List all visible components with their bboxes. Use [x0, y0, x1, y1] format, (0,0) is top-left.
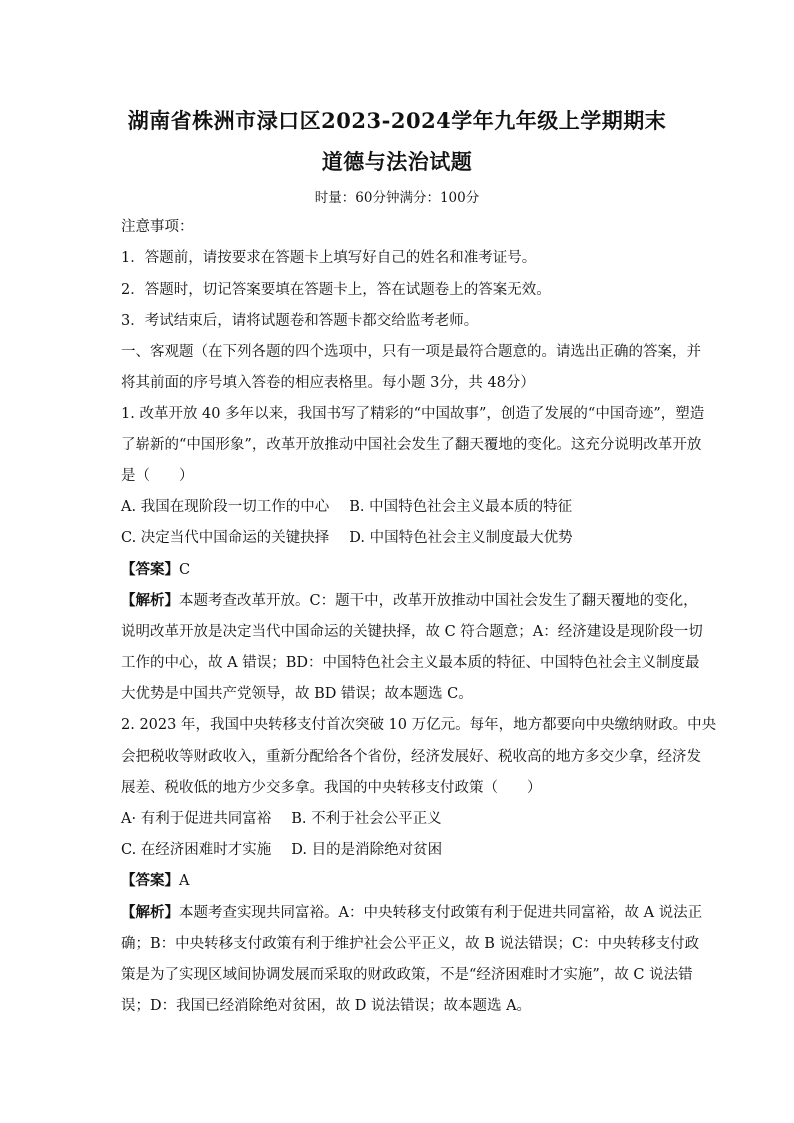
q2-answer — [121, 871, 681, 891]
q1-analysis-line: 说明改革开放是决定当代中国命运的关键抉择，故 C 符合题意；A：经济建设是现阶段一切 — [121, 624, 703, 640]
q1-stem-line: 了崭新的“中国形象”，改革开放推动中国社会发生了翻天覆地的变化。这充分说明改革开放 — [121, 437, 702, 453]
q1-option-b: B. 中国特色社会主义最本质的特征 — [349, 499, 573, 515]
page-subtitle: 道德与法治试题 — [321, 149, 473, 174]
analysis-label: 【解析】 — [121, 904, 179, 921]
q2-analysis-line: 误；D：我国已经消除绝对贫困，故 D 说法错误；故本题选 A。 — [121, 998, 532, 1014]
answer-value: C — [179, 562, 191, 578]
time-info: 时量：60分钟满分：100分 — [314, 190, 480, 206]
q2-options-row — [121, 840, 681, 860]
q1-analysis-line — [121, 591, 698, 611]
q1-analysis-line: 大优势是中国共产党领导，故 BD 错误；故本题选 C。 — [121, 686, 473, 702]
answer-label: 【答案】 — [121, 561, 179, 578]
section-heading-cont: 将其前面的序号填入答卷的相应表格里。每小题 3分，共 48分） — [121, 375, 535, 391]
q2-stem-line: 2. 2023 年，我国中央转移支付首次突破 10 万亿元。每年，地方都要向中央缴纳财政。中央 — [121, 717, 717, 733]
q2-stem-line: 展差、税收低的地方少交多拿。我国的中央转移支付政策（ ） — [121, 780, 542, 796]
q1-stem-line: 1. 改革开放 40 多年以来，我国书写了精彩的“中国故事”，创造了发展的“中国奇迹”，塑造 — [121, 406, 705, 422]
q2-stem-line: 会把税收等财政收入，重新分配给各个省份，经济发展好、税收高的地方多交少拿，经济发 — [121, 749, 701, 765]
notes-heading: 注意事项： — [121, 219, 194, 235]
note-item: 3．考试结束后，请将试题卷和答题卡都交给监考老师。 — [121, 313, 479, 329]
answer-label: 【答案】 — [121, 872, 179, 889]
q1-options-row — [121, 497, 681, 517]
q1-option-d: D. 中国特色社会主义制度最大优势 — [349, 530, 573, 546]
q2-analysis-line — [121, 903, 703, 923]
note-item: 1．答题前，请按要求在答题卡上填写好自己的姓名和准考证号。 — [121, 250, 537, 266]
q1-options-row — [121, 528, 681, 548]
q2-option-b: B. 不利于社会公平正义 — [291, 811, 442, 827]
q2-options-row — [121, 809, 681, 829]
q2-option-c: C. 在经济困难时才实施 — [121, 842, 272, 858]
q2-option-d: D. 目的是消除绝对贫困 — [291, 842, 443, 858]
q1-analysis-line: 工作的中心，故 A 错误；BD：中国特色社会主义最本质的特征、中国特色社会主义制度最 — [121, 655, 700, 671]
analysis-text: 本题考查改革开放。C：题干中，改革开放推动中国社会发生了翻天覆地的变化， — [179, 593, 698, 609]
note-item: 2．答题时，切记答案要填在答题卡上，答在试题卷上的答案无效。 — [121, 282, 551, 298]
q1-stem-line: 是（ ） — [121, 468, 194, 484]
analysis-label: 【解析】 — [121, 592, 179, 609]
analysis-text: 本题考查实现共同富裕。A：中央转移支付政策有利于促进共同富裕，故 A 说法正 — [179, 905, 703, 921]
answer-value: A — [179, 873, 190, 889]
q1-option-c: C. 决定当代中国命运的关键抉择 — [121, 530, 330, 546]
q1-answer — [121, 560, 681, 580]
q1-option-a: A. 我国在现阶段一切工作的中心 — [121, 499, 330, 515]
q2-analysis-line: 确；B：中央转移支付政策有利于维护社会公平正义，故 B 说法错误；C：中央转移支付政 — [121, 936, 700, 952]
q2-analysis-line: 策是为了实现区域间协调发展而采取的财政政策，不是“经济困难时才实施”，故 C 说法错 — [121, 967, 693, 983]
q2-option-a: A· 有利于促进共同富裕 — [121, 811, 272, 827]
section-heading: 一、客观题（在下列各题的四个选项中，只有一项是最符合题意的。请选出正确的答案，并 — [121, 344, 701, 360]
page-title: 湖南省株洲市渌口区2023-2024学年九年级上学期期末 — [127, 108, 667, 133]
